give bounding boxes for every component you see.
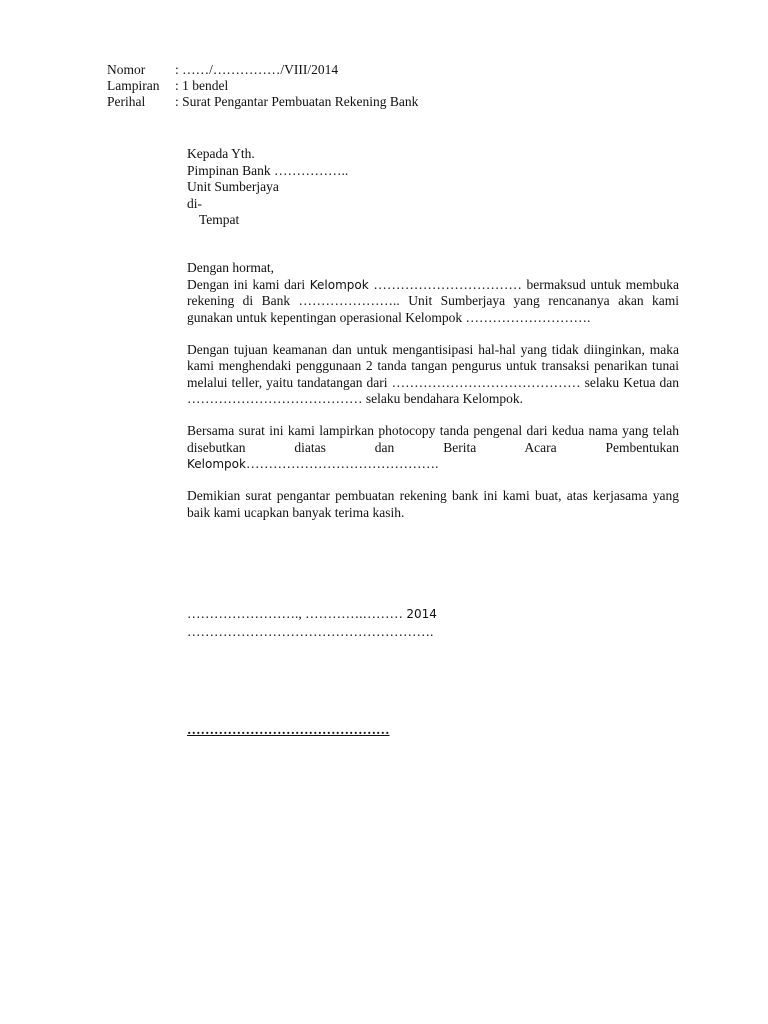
place-date-dots: ……………………., ………….……… <box>187 606 407 621</box>
lampiran-value: : 1 bendel <box>175 78 229 93</box>
letter-body <box>187 260 679 537</box>
perihal-value: : Surat Pengantar Pembuatan Rekening Bank <box>175 94 419 109</box>
address-line-5: Tempat <box>199 212 240 227</box>
paragraph-2: Dengan tujuan keamanan dan untuk mengantisipasi hal-hal yang tidak diinginkan, maka kami menghendaki penggunaan 2 tanda tangan pengurus untuk transaksi penarikan tunai melalui teller, yaitu tandatangan dari …………………………………… selaku Ketua dan ………………………………… selaku bendahara Kelompok. <box>187 341 679 406</box>
address-line-2: Pimpinan Bank …………….. <box>187 162 349 178</box>
lampiran-label: Lampiran <box>107 78 160 93</box>
header-row-nomor <box>107 62 418 78</box>
nomor-label: Nomor <box>107 62 146 77</box>
header-row-perihal <box>107 94 418 110</box>
perihal-label: Perihal <box>107 94 146 109</box>
address-line-1: Kepada Yth. <box>187 146 255 161</box>
address-line-3: Unit Sumberjaya <box>187 179 279 194</box>
paragraph-3-start: Bersama surat ini kami lampirkan photocopy tanda pengenal dari kedua nama yang telah disebutkan diatas dan Berita Acara Pembentukan <box>187 423 679 455</box>
header-row-lampiran <box>107 78 418 94</box>
place-date-line <box>187 605 437 623</box>
signature-line: ……………………………………… <box>187 722 390 737</box>
paragraph-4: Demikian surat pengantar pembuatan rekening bank ini kami buat, atas kerjasama yang baik kami ucapkan banyak terima kasih. <box>187 488 679 520</box>
paragraph-3-rest: ……………………………………. <box>245 456 439 471</box>
nomor-value: : ……/……………/VIII/2014 <box>175 62 339 77</box>
kelompok-word: Kelompok <box>309 277 369 292</box>
place-date-year: 2014 <box>406 607 437 621</box>
paragraph-1-rest: …………………………… bermaksud untuk membuka rekening di Bank ………………….. Unit Sumberjaya yang rencananya akan kami gunakan untuk kepentingan operasional Kelompok ………………………. <box>187 276 679 325</box>
recipient-address <box>187 146 348 229</box>
kelompok-word-2: Kelompok <box>187 457 246 471</box>
organization-line: ………………………………………………. <box>187 624 434 639</box>
place-date-block <box>187 605 437 640</box>
paragraph-1-start: Dengan ini kami dari <box>187 276 310 292</box>
letter-header <box>107 62 418 110</box>
address-line-4: di- <box>187 195 202 211</box>
paragraph-1 <box>187 277 679 327</box>
greeting: Dengan hormat, <box>187 260 274 275</box>
paragraph-3 <box>187 423 679 473</box>
